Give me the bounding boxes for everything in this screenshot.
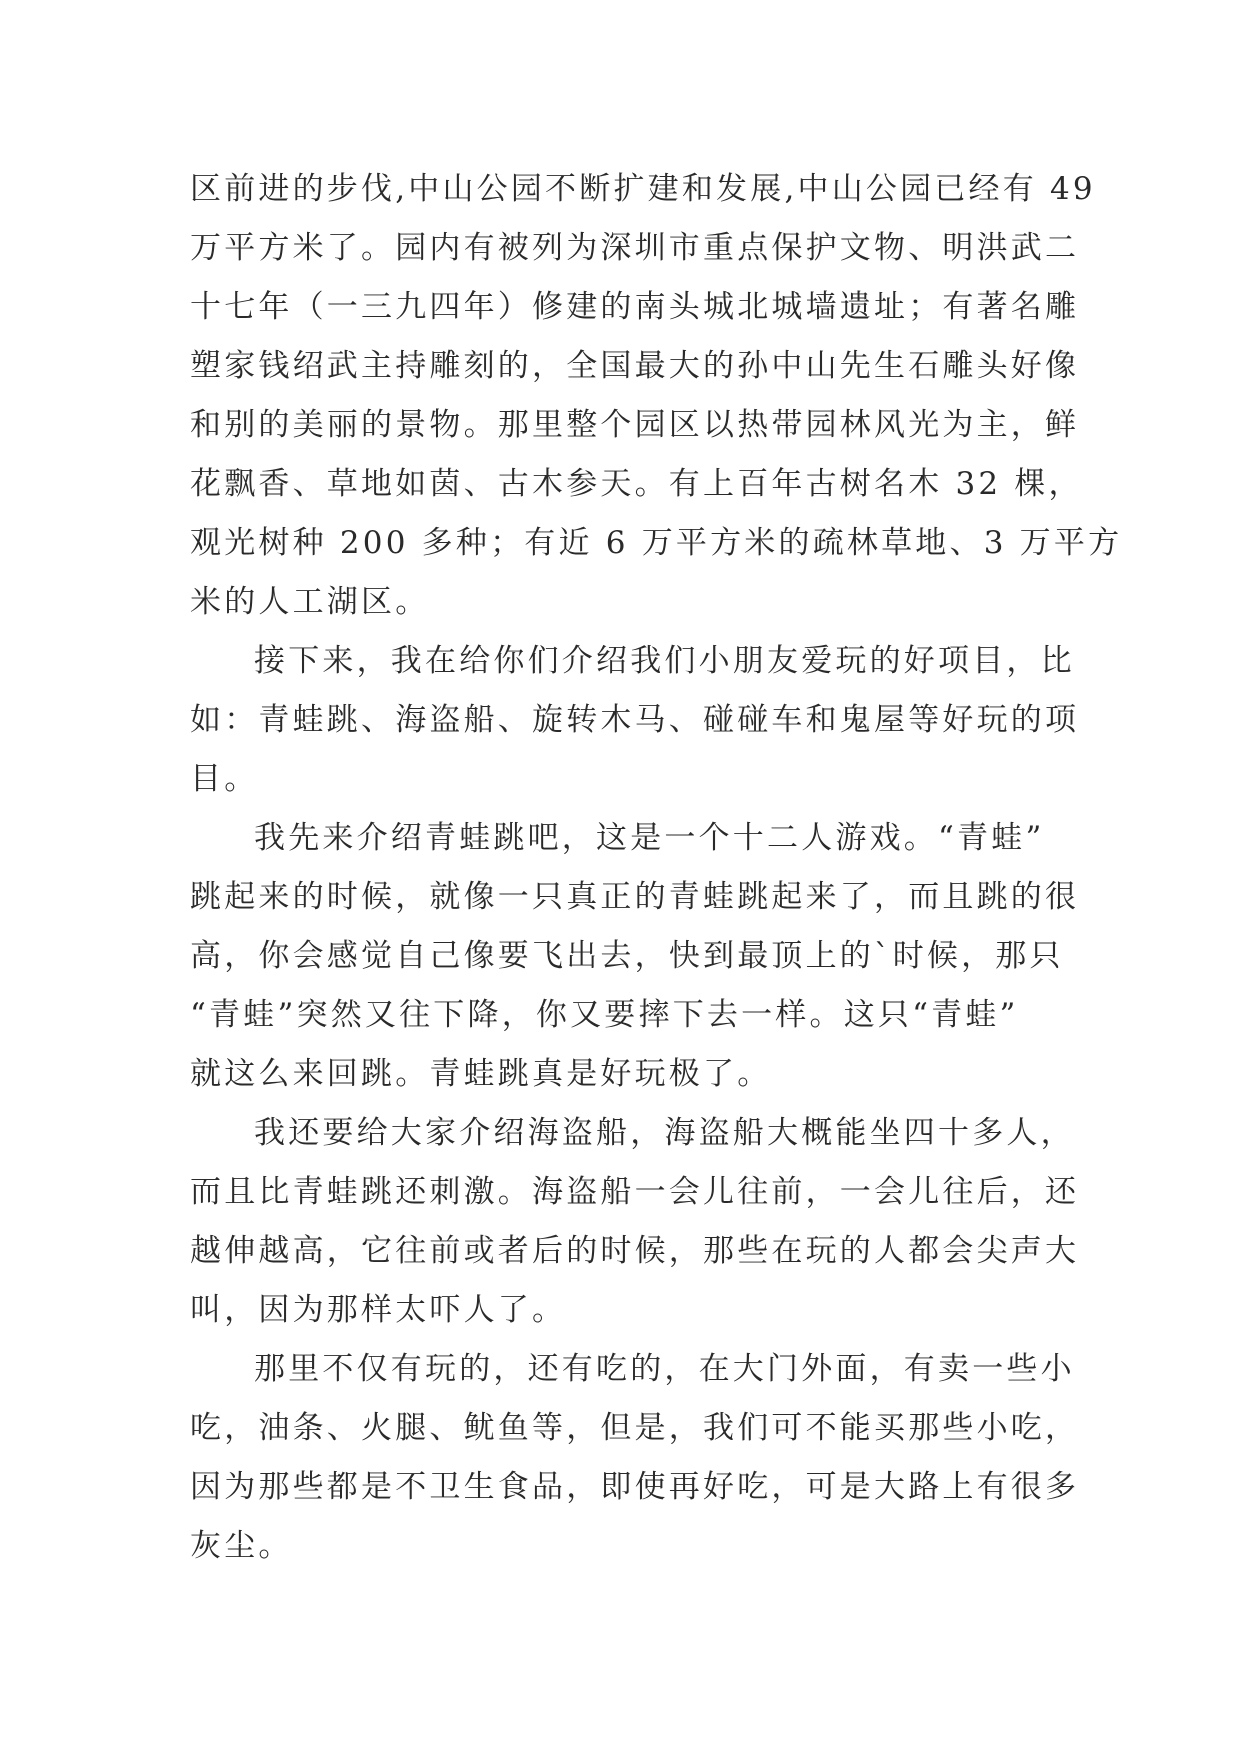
text-line: 十七年（一三九四年）修建的南头城北城墙遗址；有著名雕 [190,289,1080,325]
text-line: 花飘香、草地如茵、古木参天。有上百年古树名木 32 棵， [190,466,1083,502]
paragraph-snacks [190,1340,1080,1576]
text-line: 区前进的步伐,中山公园不断扩建和发展,中山公园已经有 49 [190,171,1096,207]
text-line: 高，你会感觉自己像要飞出去，快到最顶上的`时候，那只 [190,938,1064,974]
text-line: 越伸越高，它往前或者后的时候，那些在玩的人都会尖声大 [190,1233,1080,1269]
text-line: 因为那些都是不卫生食品，即使再好吃，可是大路上有很多 [190,1469,1080,1505]
document-body [190,160,1123,1576]
text-line: 目。 [190,761,259,797]
text-line: 和别的美丽的景物。那里整个园区以热带园林风光为主，鲜 [190,407,1080,443]
text-line: 叫，因为那样太吓人了。 [190,1292,567,1328]
text-line: 我还要给大家介绍海盗船，海盗船大概能坐四十多人， [254,1115,1075,1151]
text-line: 观光树种 200 多种；有近 6 万平方米的疏林草地、3 万平方 [190,525,1123,561]
text-line: “青蛙”突然又往下降，你又要摔下去一样。这只“青蛙” [190,997,1019,1033]
text-line: 我先来介绍青蛙跳吧，这是一个十二人游戏。“青蛙” [254,820,1045,856]
text-line: 米的人工湖区。 [190,584,430,620]
paragraph-pirate-ship [190,1104,1080,1340]
paragraph-park-history [190,160,1123,632]
text-line: 吃，油条、火腿、鱿鱼等，但是，我们可不能买那些小吃， [190,1410,1080,1446]
text-line: 而且比青蛙跳还刺激。海盗船一会儿往前，一会儿往后，还 [190,1174,1080,1210]
text-line: 塑家钱绍武主持雕刻的，全国最大的孙中山先生石雕头好像 [190,348,1080,384]
paragraph-attractions-intro [190,632,1080,809]
text-line: 如：青蛙跳、海盗船、旋转木马、碰碰车和鬼屋等好玩的项 [190,702,1080,738]
text-line: 就这么来回跳。青蛙跳真是好玩极了。 [190,1056,772,1092]
paragraph-frog-jump [190,809,1080,1104]
text-line: 接下来，我在给你们介绍我们小朋友爱玩的好项目，比 [254,643,1075,679]
text-line: 万平方米了。园内有被列为深圳市重点保护文物、明洪武二 [190,230,1080,266]
text-line: 跳起来的时候，就像一只真正的青蛙跳起来了，而且跳的很 [190,879,1080,915]
text-line: 那里不仅有玩的，还有吃的，在大门外面，有卖一些小 [254,1351,1075,1387]
text-line: 灰尘。 [190,1528,293,1564]
